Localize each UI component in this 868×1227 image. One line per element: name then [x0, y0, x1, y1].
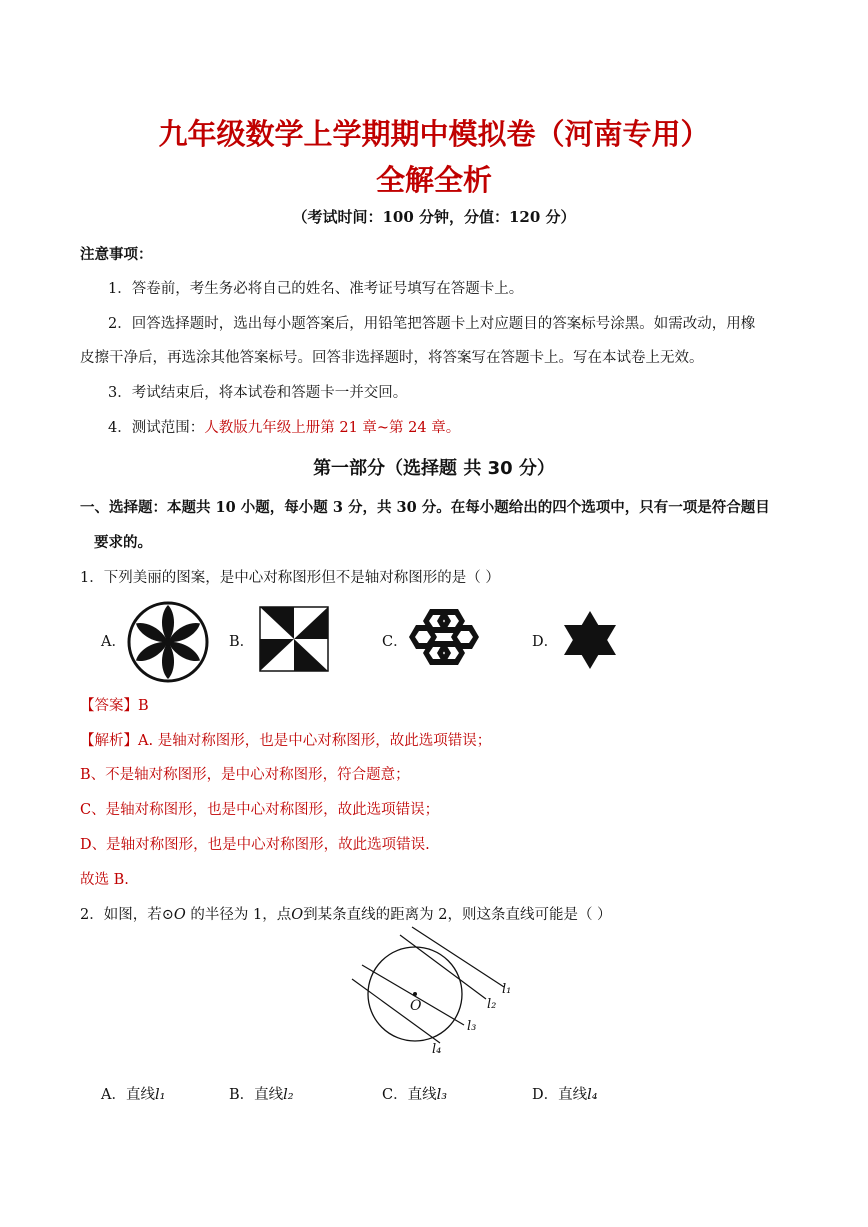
q1-analysis-a — [80, 729, 491, 750]
q1-analysis-a-text: A. 是轴对称图形，也是中心对称图形，故此选项错误； — [138, 733, 492, 749]
notice-item-4-prefix: 4．测试范围： — [108, 420, 205, 436]
page-subtitle: 全解全析 — [375, 163, 492, 197]
q1-option-d-label: D． — [532, 634, 559, 650]
q2-option-a-var: l₁ — [154, 1087, 166, 1103]
fig-label-l3: l₃ — [467, 1019, 477, 1034]
q2-option-a — [101, 1083, 165, 1104]
q1-analysis-c: C、是轴对称图形，也是中心对称图形，故此选项错误； — [80, 802, 440, 818]
q2-option-b-var: l₂ — [283, 1087, 294, 1103]
notice-item-2-line-2: 皮擦干净后，再选涂其他答案标号。回答非选择题时，将答案写在答题卡上。写在本试卷上无效。 — [80, 350, 704, 366]
q2-stem-o2: O — [291, 907, 304, 923]
page-title: 九年级数学上学期期中模拟卷（河南专用） — [158, 117, 710, 151]
q1-analysis-label: 【解析】 — [80, 733, 138, 749]
hexagram-star-icon — [561, 609, 619, 671]
notice-item-4 — [108, 416, 460, 437]
q2-stem-suffix: 到某条直线的距离为 2，则这条直线可能是（ ） — [303, 907, 612, 923]
fig-label-l1: l₁ — [502, 982, 512, 997]
fig-label-l4: l₄ — [432, 1042, 442, 1057]
q1-analysis-d: D、是轴对称图形，也是中心对称图形，故此选项错误. — [80, 837, 430, 853]
q2-option-a-text: A．直线 — [101, 1087, 155, 1103]
pinwheel-pattern-icon — [258, 605, 330, 673]
q2-stem-prefix: 2．如图，若⊙ — [80, 907, 174, 923]
notice-heading: 注意事项： — [80, 246, 153, 263]
q2-option-c-var: l₃ — [436, 1087, 448, 1103]
q2-option-d — [532, 1083, 598, 1104]
q2-option-d-var: l₄ — [587, 1087, 598, 1103]
q2-option-d-text: D．直线 — [532, 1087, 588, 1103]
notice-item-1: 1．答卷前，考生务必将自己的姓名、准考证号填写在答题卡上。 — [108, 281, 524, 297]
hexagon-ring-pattern-icon — [408, 605, 480, 669]
notice-item-3: 3．考试结束后，将本试卷和答题卡一并交回。 — [108, 385, 408, 401]
q1-option-c-label: C． — [382, 634, 408, 650]
q2-option-b-text: B．直线 — [229, 1087, 284, 1103]
q2-option-b — [229, 1083, 294, 1104]
q2-stem-o: O — [173, 907, 186, 923]
q1-option-b-label: B． — [229, 634, 255, 650]
q2-stem — [80, 903, 612, 924]
q2-option-c-text: C．直线 — [382, 1087, 437, 1103]
q2-stem-mid: 的半径为 1，点 — [185, 907, 292, 923]
fig-label-o: O — [410, 998, 422, 1014]
part1-heading: 第一部分（选择题 共 30 分） — [313, 458, 555, 479]
fig-label-l2: l₂ — [487, 997, 497, 1012]
q1-stem: 1．下列美丽的图案，是中心对称图形但不是轴对称图形的是（ ） — [80, 570, 500, 586]
notice-item-4-range: 人教版九年级上册第 21 章~第 24 章。 — [204, 420, 461, 436]
q2-option-c — [382, 1083, 447, 1104]
section-intro-line-1: 一、选择题：本题共 10 小题，每小题 3 分，共 30 分。在每小题给出的四个选项中，只有一项是符合题目 — [80, 499, 770, 516]
notice-item-2-line-1: 2．回答选择题时，选出每小题答案后，用铅笔把答题卡上对应题目的答案标号涂黑。如需改动，用橡 — [108, 316, 756, 332]
q1-conclusion: 故选 B. — [80, 872, 129, 888]
q1-option-a-label: A． — [101, 634, 126, 650]
q1-answer: 【答案】B — [80, 698, 149, 714]
q1-analysis-b: B、不是轴对称图形，是中心对称图形，符合题意； — [80, 767, 410, 783]
flower-pattern-icon — [125, 599, 211, 685]
section-intro-line-2: 要求的。 — [94, 534, 152, 551]
exam-info: （考试时间：100 分钟，分值：120 分） — [292, 208, 576, 226]
